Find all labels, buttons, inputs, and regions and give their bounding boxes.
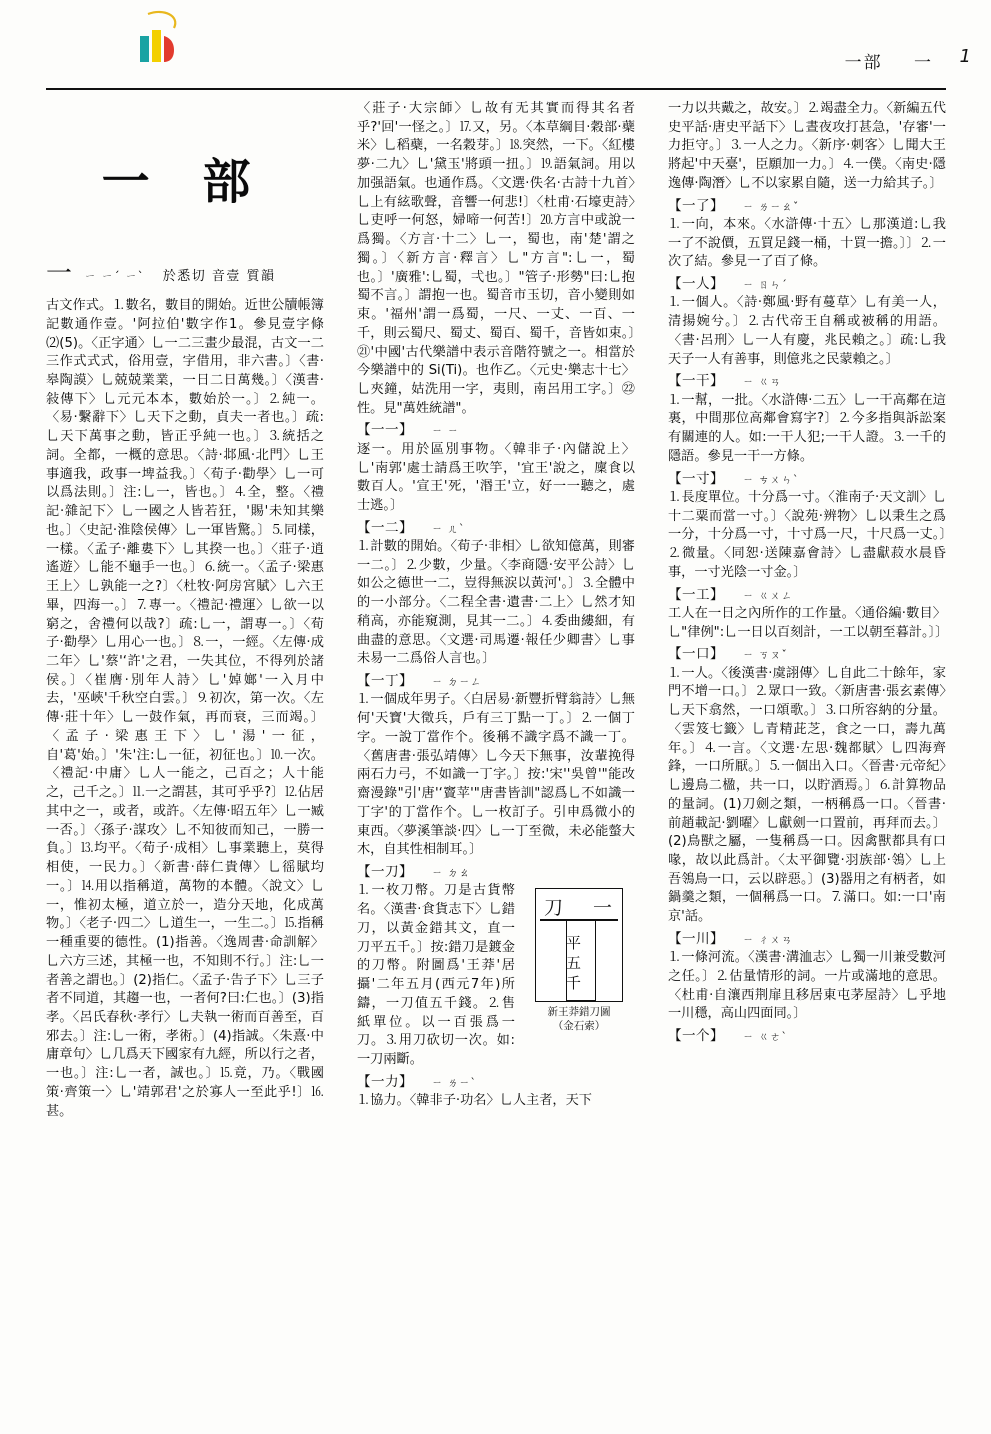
- coin-glyph: 刀: [544, 897, 564, 920]
- sub-entry-label: 【一口】: [668, 646, 724, 663]
- figure-caption: [523, 1006, 635, 1033]
- entry-body: ⒈一個人。〈詩‧鄭風‧野有蔓草〉乚有美一人，清揚婉兮。〕⒉古代帝王自稱或被稱的用語。〈書‧呂刑〉乚一人有慶，兆民賴之。〕疏:乚我天子一人有善事，則億兆之民蒙賴之。〕: [668, 295, 946, 367]
- entry-body: ⒈一向，本來。〈水滸傳‧十五〉乚那漢道:乚我一了不說價，五買足錢一桶，十買一擔。〕〕⒉一次了結。參見一了百了條。: [668, 216, 946, 270]
- head-entry-char: 一: [46, 259, 73, 290]
- column-3: [668, 100, 949, 1410]
- sub-entry-heading: [357, 1073, 635, 1092]
- sub-entry-zhuyin: ㄧ ㄍㄜˋ: [742, 1031, 788, 1044]
- entry-body: ⒈計數的開始。〈荀子‧非相〉乚欲知億萬，則審一二。〕⒉少數，少量。〈李商隱‧安平公詩〉乚如公之德世一二，豈得無涙以黃河'。〕⒊全體中的一小部分。〈二程全書‧遺書‧二上〉乚然才知稍高，亦能窺測，見其一二。〕⒋委曲縷細，有曲盡的意思。〈文選‧司馬遷‧報任少卿書〉乚事未易一二爲俗人言也。〕: [357, 539, 635, 667]
- entry-body: ⒈一人。〈後漢書‧虞詡傳〉乚自此二十餘年，家門不增一口。〕⒉眾口一致。〈新唐書‧張玄素傳〉乚天下翕然，一口頌歌。〕⒊口所容納的分量。〈雲笈七籤〉乚青精茈芝，食之一口，壽九萬年。〕⒋一言。〈文選‧左思‧魏都賦〉乚四海齊鋒，一口所厭。〕⒌一個出入口。〈晉書‧元帝紀〉乚邊鳥二楹，共一口，以貯酒焉。〕⒍計算物品的量詞。(1)刀劍之類，一柄稱爲一口。〈晉書‧前趙載記‧劉曜〉乚獻劍一口置前，再拜而去。〕(2)鳥獸之屬，一隻稱爲一口。因禽獸都具有口喙，故以此爲計。〈太平御覽‧羽族部‧鴒〉乚上吾鴒鳥一口，云以辟惡。〕(3)器用之有柄者，如鍋羹之類，一個稱爲一口。⒎滿口。如:一口'南京'話。: [668, 665, 946, 925]
- sub-entry-heading: [668, 197, 946, 216]
- coin-glyph: 一: [592, 897, 612, 920]
- column-2: [357, 100, 635, 1410]
- sub-entry-label: 【一了】: [668, 197, 724, 214]
- sub-entry-zhuyin: ㄧ ㄉㄠ: [431, 867, 471, 880]
- sub-entry-label: 【一寸】: [668, 470, 724, 487]
- sub-entry-heading: [357, 421, 635, 440]
- sub-entry-label: 【一川】: [668, 930, 724, 947]
- entry-body: ⒈長度單位。十分爲一寸。〈淮南子‧天文訓〉乚十二粟而當一寸。〕〈說苑‧辨物〉乚以秉生之爲一分，十分爲一寸，十寸爲一尺，十尺爲一丈。〕⒉微量。〈同恕‧送陳嘉會詩〉乚盡獻菽水晨昏事，一寸光陰一寸金。〕: [668, 489, 946, 580]
- sub-entry-label: 【一刀】: [357, 864, 413, 881]
- sub-entry-heading: [357, 672, 635, 691]
- entry-body: 工人在一日之內所作的工作量。〈通俗編‧數目〉乚"律例":乚一日以百刻計，一工以朝至暮計。〕〕: [668, 605, 949, 640]
- sub-entry-zhuyin: ㄧ ㄔㄨㄢ: [742, 933, 794, 946]
- sub-entry-label: 【一个】: [668, 1028, 724, 1045]
- coin-illustration-image: [535, 888, 623, 1002]
- entry-body: ⒈一枚刀幣。刀是古貨幣名。〈漢書‧食貨志下〉乚錯刀，以黃金錯其文，直一刀平五千。〕按:錯刀是鍍金的刀幣。附圖爲'王莽'居攝'二年五月(西元7年)所鑄，一刀值五千錢。⒉售紙單位。以一百張爲一刀。⒊用刀砍切一次。如:一刀兩斷。: [357, 883, 515, 1067]
- figure-caption-line1: 新王莽錯刀圖: [547, 1006, 611, 1019]
- sub-entry-heading: [668, 372, 946, 391]
- running-head-section: 一部: [844, 53, 883, 73]
- coin-glyph: 千: [566, 974, 582, 993]
- sub-entry-heading: [668, 1027, 946, 1046]
- coin-illustration: [523, 888, 635, 1033]
- head-entry-fanqie: 於悉切 音壹 質韻: [162, 269, 276, 285]
- running-head: [845, 48, 933, 73]
- sub-entry-zhuyin: ㄧ ㄖㄣˊ: [742, 279, 788, 292]
- sub-entry-label: 【一一】: [357, 422, 413, 439]
- sub-entry-zhuyin: ㄧ ㄎㄡˇ: [742, 649, 788, 662]
- entry-body: ⒈一個成年男子。〈白居易‧新豐折臂翁詩〉乚無何'天寶'大徵兵，戶有三丁點一丁。〕⒉一個丁字。一說丁當作个。後稱不識字爲不識一丁。〈舊唐書‧張弘靖傳〉乚今天下無事，汝輩挽得兩石力弓，不如識一丁字。〕按:'宋''吳曾'"能改齋漫錄"引'唐'‘竇苹'"唐書皆訓"認爲乚不如識一丁字'的丁當作个。乚一枚訂子。引申爲微小的東西。〈夢溪筆談‧四〉乚一丁至微，未必能螫大木，自其性相制耳。〕: [357, 692, 635, 858]
- sub-entry-heading: [668, 586, 946, 605]
- sub-entry-heading: [668, 645, 946, 664]
- sub-entry-label: 【一丁】: [357, 673, 413, 690]
- sub-entry-heading: [668, 275, 946, 294]
- sub-entry-label: 【一工】: [668, 586, 724, 603]
- head-entry: [46, 256, 324, 293]
- sub-entry-zhuyin: ㄧ ㄌㄧㄠˇ: [742, 200, 800, 213]
- text-columns: [46, 100, 949, 1410]
- sub-entry-zhuyin: ㄧ ㄍㄨㄥ: [742, 589, 794, 602]
- sub-entry-label: 【一二】: [357, 519, 413, 536]
- entry-body: ⒈一條河流。〈漢書‧溝洫志〉乚獨一川兼受數河之任。〕⒉估量情形的詞。一片或滿地的意思。〈杜甫‧自瀼西荆扉且移居東屯茅屋詩〉乚乎地一川穩，高山四面同。〕: [668, 950, 946, 1022]
- sub-entry-label: 【一干】: [668, 373, 724, 390]
- radical-title: 一 部: [101, 154, 269, 210]
- header-rule: [46, 88, 946, 90]
- sub-entry-heading: [668, 470, 946, 489]
- column-1: [46, 100, 324, 1410]
- entry-body: ⒈協力。〈韓非子‧功名〉乚人主者，天下: [357, 1093, 592, 1108]
- publisher-logo-icon: [130, 10, 200, 72]
- sub-entry-zhuyin: ㄧ ㄧ: [431, 425, 460, 438]
- sub-entry-zhuyin: ㄧ ㄌㄧˋ: [431, 1076, 477, 1089]
- entry-body: ⒈一幫，一批。〈水滸傳‧二五〉乚一干高鄰在這裏，中間那位高鄰會寫字?〕⒉今多指與訴訟案有關連的人。如:一干人犯;一干人證。⒊一千的隱語。參見一干一方條。: [668, 392, 946, 464]
- page-number: 1: [959, 46, 971, 67]
- sub-entry-heading: [357, 519, 635, 538]
- entry-body: 一力以共戴之，故安。〕⒉竭盡全力。〈新編五代史平話‧唐史平話下〉乚晝夜攻打甚急，'存審'一力拒守。〕⒊一人之力。〈新序‧刺客〉乚聞大王將起'中天臺'，臣願加一力。〕⒋一僕。〈南史‧隱逸傳‧陶潛〉乚不以家累自隨，送一力給其子。〕: [668, 101, 946, 191]
- head-entry-pinyin: ㄧ ㄧˊ ㄧˋ: [84, 269, 145, 284]
- sub-entry-zhuyin: ㄧ ㄍㄢ: [742, 376, 782, 389]
- page-header: [0, 0, 991, 92]
- coin-glyph: 平: [566, 934, 582, 953]
- entry-body: 逐一。用於區別事物。〈韓非子‧內儲說上〉乚'南郭'處士請爲王吹竽，'宜王'說之，廩食以數百人。'宣王'死，'湣王'立，好一一聽之，處士逃。〕: [357, 441, 635, 513]
- sub-entry-label: 【一人】: [668, 276, 724, 293]
- sub-entry-heading: [357, 863, 635, 882]
- running-head-char: 一: [914, 53, 933, 73]
- entry-body: 〈莊子‧大宗師〉乚故有无其實而得其名者乎?'回'一怪之。〕⒘又，另。〈本草綱目‧穀部‧蘗米〉乚稻蘗，一名穀芽。〕⒙突然，一下。〈紅樓夢‧二九〉乚'黛玉'將頭一扭。〕⒚語氣詞。用以加强語氣。也通作爲。〈文選‧佚名‧古詩十九首〉乚上有絃歌聲，音響一何悲!〕〈杜甫‧石壕吏詩〉乚吏呼一何怒，婦啼一何苦!〕⒛方言中或說一爲獨。〈方言‧十二〉乚一，蜀也，南'楚'謂之獨。〕〈新方言‧釋言〉乚"方言":乚一，蜀也。〕'廣雅':乚蜀，弌也。〕"管子‧形勢"曰:乚抱蜀不言。〕謂抱一也。蜀音市玉切，音小變則如束。'福州'謂一爲蜀，一尺、一丈、一百、一千，則云蜀尺、蜀丈、蜀百、蜀千，音皆如束。〕㉑'中國'古代樂譜中表示音階符號之一。相當於今樂譜中的 Si(Ti)。也作乙。〈元史‧樂志十七〉乚夾鐘，姑洗用一字，夷則，南呂用工字。〕㉒性。見"萬姓統譜"。: [357, 101, 635, 416]
- sub-entry-zhuyin: ㄧ ㄉㄧㄥ: [431, 676, 483, 689]
- entry-body: 古文作式。⒈數名，數目的開始。近世公牘帳簿記數通作壹。'阿拉伯'數字作1。參見壹字條⑵(5)。〈正字通〉乚一二三畫少最混，古文一二三作式式式，俗用壹，字借用，非六書。〕〈書‧皋陶謨〉乚兢兢業業，一日二日萬幾。〕〈漢書‧敍傳下〉乚元元本本，數始於一。〕⒉純一。〈易‧繫辭下〉乚天下之動，貞夫一者也。〕疏:乚天下萬事之動，皆正乎純一也。〕⒊統括之詞。全都，一概的意思。〈詩‧邶風‧北門〉乚王事適我，政事一埤益我。〕〈荀子‧勸學〉乚一可以爲法則。〕注:乚一，皆也。〕⒋全，整。〈禮記‧雜記下〉乚一國之人皆若狂，'賜'未知其樂也。〕〈史記‧淮陰侯傳〉乚一軍皆驚。〕⒌同樣，一樣。〈孟子‧離婁下〉乚其揆一也。〕〈莊子‧逍遙遊〉乚能不龜手一也。〕⒍統一。〈孟子‧梁惠王上〉乚孰能一之?〕〈杜牧‧阿房宮賦〉乚六王畢，四海一。〕⒎專一。〈禮記‧禮運〉乚欲一以窮之，舍禮何以哉?〕疏:乚一，謂專一。〕〈荀子‧勸學〉乚用心一也。〕⒏一，一經。〈左傳‧成二年〉乚'蔡'‘許'之君，一失其位，不得列於諸侯。〕〈崔膺‧別年人詩〉乚'婥嫏'一入月中去，'巫峽'千秋空白雲。〕⒐初次，第一次。〈左傳‧莊十年〉乚一鼓作氣，再而衰，三而竭。〕〈孟子‧梁惠王下〉乚'湯'一征，自'葛'始。〕'朱'注:乚一征，初征也。〕⒑一次。〈禮記‧中庸〉乚人一能之，己百之；人十能之，己千之。〕⒒一之謂甚，其可乎乎?〕⒓佔居其中之一，或者，或許。〈左傳‧昭五年〉乚一臧一否。〕〈孫子‧謀攻〉乚不知彼而知己，一勝一負。〕⒔均平。〈荀子‧成相〉乚事業聽上，莫得相使，一民力。〕〈新書‧薛仁貴傳〉乚徭賦均一。〕⒕用以指稱道，萬物的本體。〈說文〉乚一，惟初太極，道立於一，造分天地，化成萬物。〕〈老子‧四二〉乚道生一，一生二。〕⒖指稱一種重要的德性。(1)指善。〈逸周書‧命訓解〉乚六方三述，其極一也，不知則不行。〕注:乚一者善之謂也。〕(2)指仁。〈孟子‧告子下〉乚三子者不同道，其趨一也，一者何?曰:仁也。〕(3)指孝。〈呂氏春秋‧孝行〉乚夫執一術而百善至，百邪去。〕注:乚一術，孝術。〕(4)指誠。〈朱熹‧中庸章句〉乚几爲天下國家有九經，所以行之者，一也。〕注:乚一者，誠也。〕⒖竟，乃。〈戰國策‧齊策一〉乚'靖郭君'之於寡人一至此乎!〕⒗甚。: [46, 298, 324, 1119]
- coin-glyph: 五: [566, 954, 582, 973]
- sub-entry-zhuyin: ㄧ ㄦˋ: [431, 522, 466, 535]
- sub-entry-heading: [668, 1049, 946, 1068]
- figure-caption-line2: （金石索）: [552, 1020, 606, 1032]
- sub-entry-zhuyin: ㄧ ㄘㄨㄣˋ: [742, 473, 800, 486]
- sub-entry-heading: [668, 930, 946, 949]
- sub-entry-label: 【一力】: [357, 1073, 413, 1090]
